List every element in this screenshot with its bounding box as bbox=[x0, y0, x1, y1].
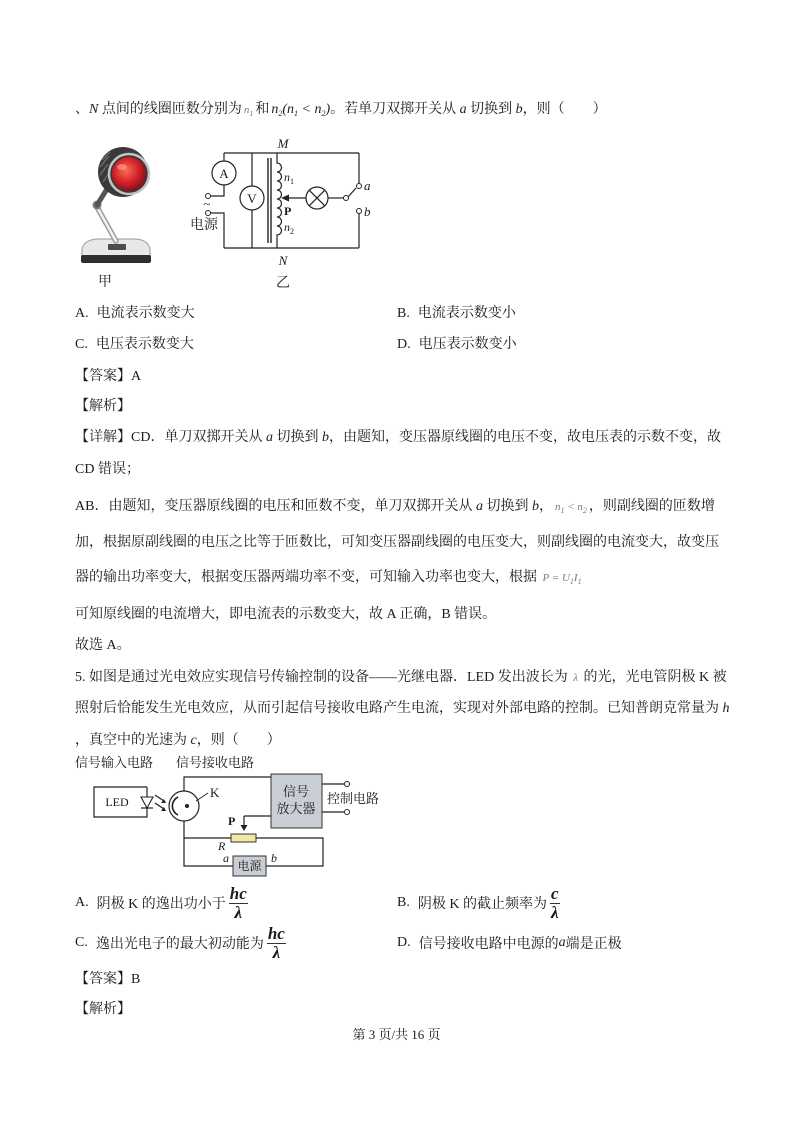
terminal-b-label: b bbox=[271, 851, 277, 865]
explanation-line bbox=[75, 605, 496, 625]
source-label: 电源 bbox=[190, 218, 218, 233]
option-letter: B. bbox=[397, 306, 410, 321]
var-n: n bbox=[577, 501, 583, 513]
option-text: 电流表示数变大 bbox=[96, 306, 195, 321]
option-letter: D. bbox=[397, 337, 411, 352]
amplifier-label: 放大器 bbox=[276, 801, 316, 816]
lamp-symbol-icon bbox=[306, 187, 328, 209]
option-text: 端是正极 bbox=[565, 937, 622, 952]
math-n2-condition bbox=[269, 102, 330, 117]
var-U: U bbox=[561, 572, 570, 584]
answer-label: 【答案】 bbox=[75, 369, 131, 384]
option-letter: C. bbox=[75, 337, 88, 352]
explanation-text: 切换到 bbox=[272, 430, 322, 445]
var-b: b bbox=[321, 430, 329, 445]
paren: ) bbox=[325, 102, 331, 117]
equals: = bbox=[549, 572, 562, 584]
control-terminal-icon bbox=[345, 810, 350, 815]
var-b: b bbox=[531, 499, 539, 514]
label-a: a bbox=[364, 178, 371, 193]
label-n1 bbox=[284, 170, 294, 186]
var-n: n bbox=[314, 102, 322, 117]
stem-text: 照射后恰能发生光电效应，从而引起信号接收电路产生电流，实现对外部电路的控制。已知普朗克常量为 bbox=[75, 701, 723, 716]
var-lambda: λ bbox=[573, 672, 578, 684]
heat-lamp-illustration bbox=[81, 147, 151, 263]
figure-caption-left: 甲 bbox=[98, 275, 112, 290]
terminal-b-icon bbox=[357, 209, 362, 214]
explanation-text: 加，根据原副线圈的电压之比等于匝数比，可知变压器副线圈的电压变大，则副线圈的电流变大，故变压 bbox=[75, 535, 719, 550]
q5-analysis-heading: 【解析】 bbox=[75, 1002, 131, 1017]
stem-text: ，真空中的光速为 bbox=[75, 733, 191, 748]
q5-answer bbox=[75, 970, 140, 990]
slider-wire bbox=[244, 816, 271, 829]
subscript: 2 bbox=[321, 109, 326, 118]
source-label: 电源 bbox=[237, 859, 262, 873]
transformer-coil bbox=[277, 153, 282, 248]
cathode-leader bbox=[196, 793, 208, 801]
explanation-line bbox=[75, 568, 584, 589]
explanation-line bbox=[75, 636, 131, 656]
var-n: n bbox=[271, 102, 279, 117]
q5-stem-line bbox=[75, 668, 727, 688]
stem-text: 点间的线圈匝数分别为 bbox=[98, 102, 242, 117]
var-h: h bbox=[722, 701, 730, 716]
option-letter: B. bbox=[397, 895, 410, 910]
option-text: 逸出光电子的最大初动能为 bbox=[95, 937, 264, 952]
q5-option-d bbox=[397, 925, 622, 961]
ammeter-label: A bbox=[219, 166, 229, 181]
stem-text: 的光，光电管阴极 K 被 bbox=[579, 670, 727, 685]
stem-text: 5. 如图是通过光电效应实现信号传输控制的设备——光继电器．LED 发出波长为 bbox=[75, 670, 572, 685]
terminal-a-icon bbox=[357, 184, 362, 189]
fraction-denominator: λ bbox=[234, 902, 243, 922]
slider-arrow-icon bbox=[241, 825, 248, 831]
less-than: < bbox=[564, 501, 578, 513]
fraction-numerator: c bbox=[550, 883, 559, 903]
led-label: LED bbox=[105, 795, 129, 809]
less-than: < bbox=[298, 102, 315, 117]
explanation-text: 切换到 bbox=[482, 499, 532, 514]
var-n: n bbox=[284, 220, 290, 234]
explanation-text: 器的输出功率变大，根据变压器两端功率不变，可知输入功率也变大，根据 bbox=[75, 570, 541, 585]
math-n1 bbox=[242, 104, 256, 116]
fraction-denominator: λ bbox=[272, 942, 281, 962]
var-a: a bbox=[558, 935, 566, 950]
q4-answer bbox=[75, 367, 141, 387]
var-n: n bbox=[284, 170, 290, 184]
resistor-label: R bbox=[218, 839, 226, 853]
q5-figure bbox=[60, 750, 390, 885]
cathode-plate bbox=[172, 797, 178, 815]
voltmeter-label: V bbox=[247, 191, 257, 206]
answer-label: 【答案】 bbox=[75, 972, 131, 987]
explanation-line bbox=[75, 533, 719, 553]
label-n2 bbox=[284, 220, 294, 236]
label-b: b bbox=[364, 204, 371, 219]
explanation-line bbox=[75, 428, 721, 448]
fraction-numerator: hc bbox=[267, 923, 285, 943]
option-text: 电流表示数变小 bbox=[417, 306, 516, 321]
subscript: 1 bbox=[294, 109, 299, 118]
stem-text: 切换到 bbox=[466, 102, 516, 117]
answer-value: A bbox=[131, 369, 142, 384]
q4-figure bbox=[60, 130, 390, 295]
explanation-text: 【详解】CD．单刀双掷开关从 bbox=[75, 430, 266, 445]
rheostat bbox=[231, 834, 256, 842]
input-circuit-label: 信号输入电路 bbox=[75, 755, 154, 770]
stem-text: 和 bbox=[255, 102, 270, 117]
source-terminal-icon bbox=[206, 211, 211, 216]
explanation-line bbox=[75, 460, 140, 480]
option-letter: A. bbox=[75, 895, 89, 910]
stem-text: ，则（ ） bbox=[522, 102, 607, 117]
explanation-text: ，则副线圈的匝数增 bbox=[588, 499, 715, 514]
option-letter: A. bbox=[75, 306, 89, 321]
math-n1-less-n2 bbox=[553, 501, 589, 513]
receive-circuit-label: 信号接收电路 bbox=[176, 755, 255, 770]
subscript: 2 bbox=[278, 109, 283, 118]
option-text: 阴极 K 的逸出功小于 bbox=[96, 897, 226, 912]
anode-icon bbox=[185, 804, 189, 808]
q4-option-d bbox=[397, 335, 517, 355]
option-text: 信号接收电路中电源的 bbox=[418, 937, 559, 952]
stem-text: 、 bbox=[75, 102, 89, 117]
explanation-text: CD 错误； bbox=[75, 462, 140, 477]
explanation-text: ，由题知，变压器原线圈的电压不变，故电压表的示数不变，故 bbox=[328, 430, 721, 445]
answer-value: B bbox=[131, 972, 141, 987]
explanation-text: 可知原线圈的电流增大，即电流表的示数变大，故 A 正确，B 错误。 bbox=[75, 607, 497, 622]
switch-blade bbox=[348, 188, 356, 197]
q4-option-a bbox=[75, 304, 195, 324]
ac-symbol: ~ bbox=[203, 197, 211, 211]
q5-option-b bbox=[397, 885, 560, 921]
explanation-text: AB．由题知，变压器原线圈的电压和匝数不变，单刀双掷开关从 bbox=[75, 499, 476, 514]
explanation-line bbox=[75, 497, 715, 518]
anode-wire bbox=[184, 777, 271, 791]
var-n: n bbox=[554, 501, 561, 513]
switch-pivot-icon bbox=[344, 196, 349, 201]
option-text: 阴极 K 的截止频率为 bbox=[417, 897, 547, 912]
explanation-text: ， bbox=[538, 499, 553, 514]
option-text: 电压表示数变大 bbox=[95, 337, 194, 352]
q5-option-a bbox=[75, 885, 248, 921]
subscript: 1 bbox=[577, 577, 582, 586]
q4-option-c bbox=[75, 335, 194, 355]
q5-stem-line bbox=[75, 699, 730, 719]
option-letter: C. bbox=[75, 935, 88, 950]
control-circuit-label: 控制电路 bbox=[327, 791, 380, 806]
terminal-a-label: a bbox=[223, 851, 229, 865]
q5-stem-line bbox=[75, 731, 281, 751]
option-text: 电压表示数变小 bbox=[418, 337, 517, 352]
q4-option-b bbox=[397, 304, 516, 324]
q4-stem-line bbox=[75, 100, 607, 121]
var-c: c bbox=[190, 733, 197, 748]
led-diode-icon bbox=[141, 797, 153, 808]
subscript: 1 bbox=[249, 109, 254, 118]
var-n: n bbox=[287, 102, 295, 117]
var-b: b bbox=[515, 102, 523, 117]
label-M: M bbox=[277, 136, 289, 151]
transformer-core bbox=[268, 158, 271, 243]
subscript: 1 bbox=[560, 506, 565, 515]
label-P: P bbox=[284, 204, 292, 218]
var-I: I bbox=[573, 572, 578, 584]
q4-analysis-heading: 【解析】 bbox=[75, 399, 131, 414]
subscript: 1 bbox=[290, 177, 294, 186]
figure-caption-right: 乙 bbox=[276, 276, 290, 291]
slider-label: P bbox=[228, 814, 236, 828]
subscript: 2 bbox=[290, 227, 294, 236]
fraction bbox=[267, 923, 286, 962]
fraction-numerator: hc bbox=[229, 883, 247, 903]
stem-text: ，则（ ） bbox=[196, 733, 281, 748]
paren: ( bbox=[282, 102, 288, 117]
var-N: N bbox=[89, 102, 99, 117]
tap-arrow-icon bbox=[281, 195, 289, 202]
label-N: N bbox=[278, 253, 288, 268]
fraction bbox=[229, 883, 248, 922]
stem-text: 。若单刀双掷开关从 bbox=[330, 102, 460, 117]
fraction-denominator: λ bbox=[550, 902, 559, 922]
var-a: a bbox=[475, 499, 483, 514]
var-a: a bbox=[459, 102, 467, 117]
fraction bbox=[550, 883, 560, 922]
subscript: 2 bbox=[582, 506, 587, 515]
var-n: n bbox=[243, 104, 250, 116]
page-footer: 第 3 页/共 16 页 bbox=[352, 1027, 441, 1042]
option-letter: D. bbox=[397, 935, 411, 950]
cathode-label: K bbox=[210, 785, 220, 800]
control-terminal-icon bbox=[345, 782, 350, 787]
subscript: 1 bbox=[569, 577, 574, 586]
explanation-text: 故选 A。 bbox=[75, 638, 131, 653]
var-a: a bbox=[265, 430, 273, 445]
math-power-formula bbox=[541, 572, 584, 584]
amplifier-label: 信号 bbox=[282, 784, 310, 799]
phototube bbox=[169, 791, 199, 821]
q5-option-c bbox=[75, 925, 286, 961]
var-P: P bbox=[542, 572, 550, 584]
